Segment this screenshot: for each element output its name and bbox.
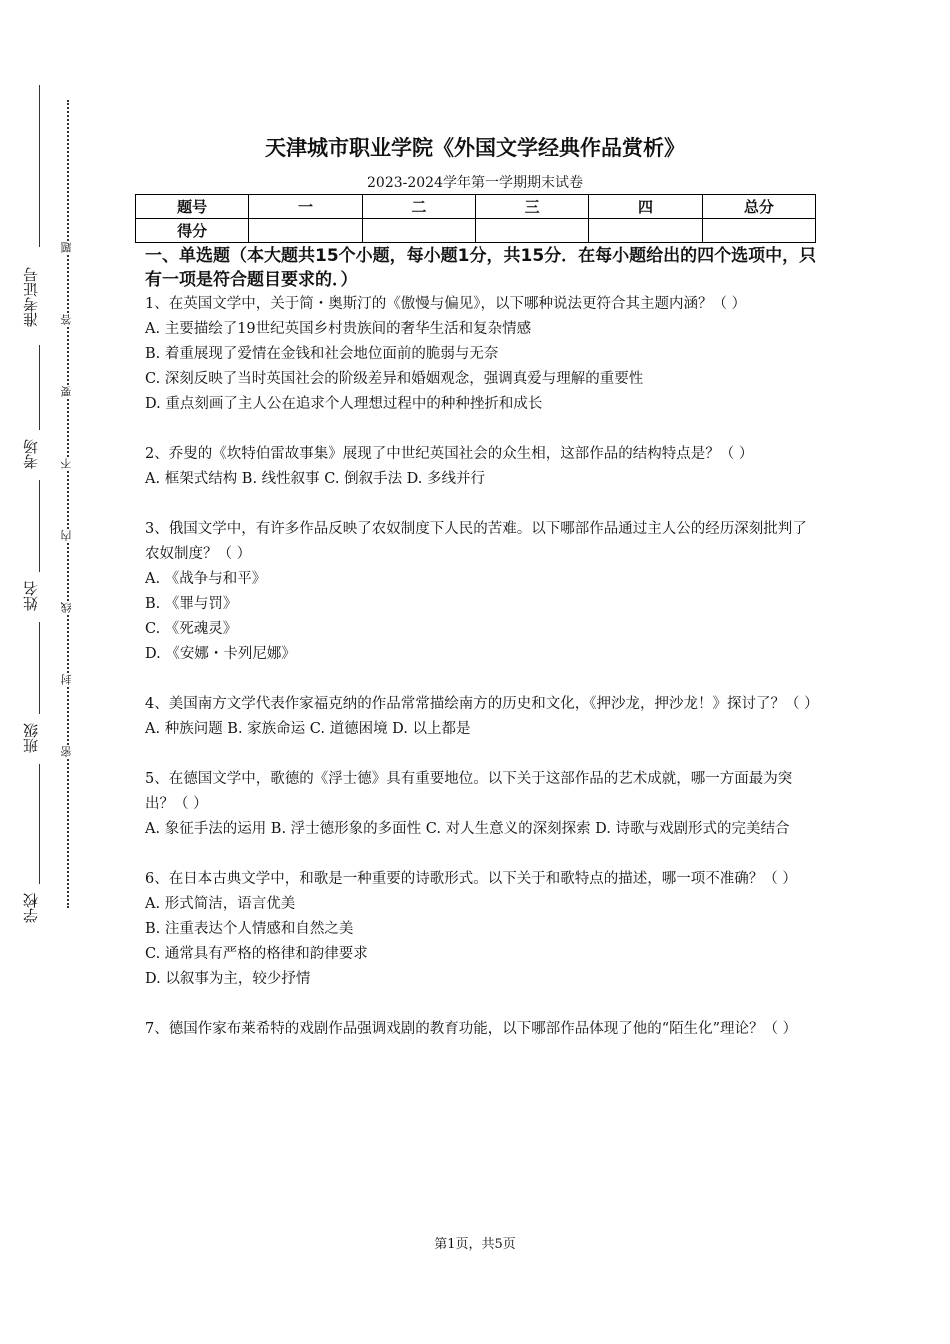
question-option: B. 《罪与罚》 <box>145 596 238 612</box>
question-option: A. 象征手法的运用 B. 浮士德形象的多面性 C. 对人生意义的深刻探索 D. 诗歌与戏剧形式的完美结合 <box>145 821 790 837</box>
score-cell[interactable] <box>249 219 362 243</box>
question-option: A. 框架式结构 B. 线性叙事 C. 倒叙手法 D. 多线并行 <box>145 471 486 487</box>
question <box>145 517 813 667</box>
score-table-header-cell: 四 <box>589 195 702 219</box>
score-cell[interactable] <box>702 219 815 243</box>
question-option: C. 深刻反映了当时英国社会的阶级差异和婚姻观念，强调真爱与理解的重要性 <box>145 371 644 387</box>
question <box>145 442 813 492</box>
question-option: C. 通常具有严格的格律和韵律要求 <box>145 946 368 962</box>
question-option: D. 以叙事为主，较少抒情 <box>145 971 311 987</box>
question-stem: 1、在英国文学中，关于简・奥斯汀的《傲慢与偏见》，以下哪种说法更符合其主题内涵？（ ） <box>145 296 747 312</box>
question-option: A. 种族问题 B. 家族命运 C. 道德困境 D. 以上都是 <box>145 721 471 737</box>
binding-line <box>39 622 40 714</box>
class-label: 班级 <box>22 723 40 754</box>
exam-title: 天津城市职业学院《外国文学经典作品赏析》 <box>265 136 685 160</box>
score-table-score-row <box>136 219 816 243</box>
binding-line <box>39 345 40 430</box>
question-option: D. 《安娜・卡列尼娜》 <box>145 646 296 662</box>
exam-number-label: 准考证号 <box>22 267 40 327</box>
seal-char: 答 <box>60 314 73 325</box>
page-footer: 第1页，共5页 <box>434 1237 516 1252</box>
seal-dotted-line <box>67 100 69 908</box>
binding-line <box>39 480 40 572</box>
question-option: D. 重点刻画了主人公在追求个人理想过程中的种种挫折和成长 <box>145 396 543 412</box>
exam-subtitle: 2023-2024学年第一学期期末试卷 <box>367 175 583 191</box>
school-label: 学校 <box>22 893 40 924</box>
seal-char: 密 <box>60 746 73 757</box>
score-table-header-cell: 二 <box>362 195 475 219</box>
score-cell[interactable] <box>589 219 702 243</box>
question <box>145 767 813 842</box>
exam-room-label: 考场 <box>22 439 40 470</box>
question-stem: 5、在德国文学中，歌德的《浮士德》具有重要地位。以下关于这部作品的艺术成就，哪一方面最为突出？（ ） <box>145 771 793 812</box>
score-cell[interactable] <box>362 219 475 243</box>
section-heading: 一、单选题（本大题共15个小题，每小题1分，共15分．在每小题给出的四个选项中，只有一项是符合题目要求的．） <box>145 246 817 290</box>
question <box>145 292 813 417</box>
question-stem: 3、俄国文学中，有许多作品反映了农奴制度下人民的苦难。以下哪部作品通过主人公的经历深刻批判了农奴制度？（ ） <box>145 521 807 562</box>
question-stem: 2、乔叟的《坎特伯雷故事集》展现了中世纪英国社会的众生相，这部作品的结构特点是？（ ） <box>145 446 754 462</box>
question-stem: 4、美国南方文学代表作家福克纳的作品常常描绘南方的历史和文化，《押沙龙，押沙龙！》探讨了？（ ） <box>145 696 819 712</box>
question-option: A. 形式简洁，语言优美 <box>145 896 296 912</box>
seal-char: 内 <box>60 530 73 541</box>
question-stem: 7、德国作家布莱希特的戏剧作品强调戏剧的教育功能，以下哪部作品体现了他的“陌生化”理论？（ ） <box>145 1021 798 1037</box>
score-table-header-cell: 一 <box>249 195 362 219</box>
question-option: B. 注重表达个人情感和自然之美 <box>145 921 354 937</box>
question-option: A. 主要描绘了19世纪英国乡村贵族间的奢华生活和复杂情感 <box>145 321 532 337</box>
binding-line <box>39 764 40 884</box>
question <box>145 1017 813 1042</box>
student-name-label: 姓名 <box>22 581 40 612</box>
score-row-label: 得分 <box>136 219 249 243</box>
question <box>145 867 813 992</box>
question-option: C. 《死魂灵》 <box>145 621 238 637</box>
score-table-header-cell: 三 <box>475 195 588 219</box>
seal-char: 题 <box>60 242 73 253</box>
question-list <box>145 292 819 1067</box>
seal-char: 封 <box>60 674 73 685</box>
seal-char: 不 <box>60 458 73 469</box>
score-table-header-cell: 题号 <box>136 195 249 219</box>
seal-char: 线 <box>60 602 73 613</box>
score-table-header-cell: 总分 <box>702 195 815 219</box>
binding-line <box>39 85 40 247</box>
score-cell[interactable] <box>475 219 588 243</box>
question-option: A. 《战争与和平》 <box>145 571 267 587</box>
question <box>145 692 819 742</box>
score-table-header-row <box>136 195 816 219</box>
score-table <box>135 194 816 243</box>
question-option: B. 着重展现了爱情在金钱和社会地位面前的脆弱与无奈 <box>145 346 499 362</box>
question-stem: 6、在日本古典文学中，和歌是一种重要的诗歌形式。以下关于和歌特点的描述，哪一项不准确？（ ） <box>145 871 797 887</box>
seal-char: 要 <box>60 386 73 397</box>
